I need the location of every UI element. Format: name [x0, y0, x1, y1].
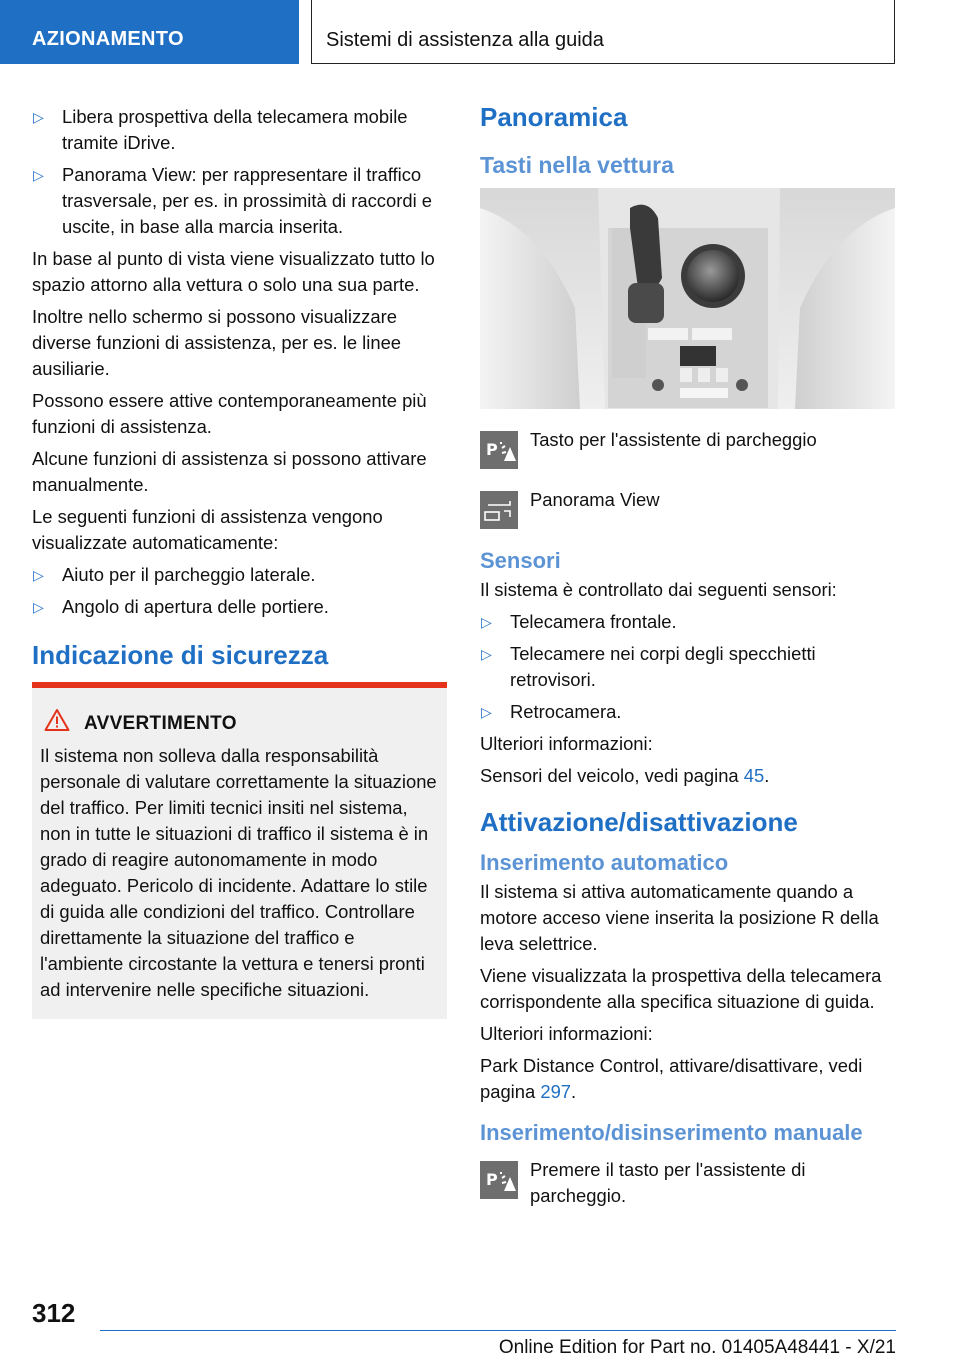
triangle-bullet-icon: ▷	[33, 567, 44, 583]
list-item: ▷ Angolo di apertura delle portiere.	[32, 594, 447, 620]
paragraph: Le seguenti funzioni di assistenza vengono visualizzate automaticamente:	[32, 506, 383, 553]
overview-heading: Panoramica	[480, 102, 628, 132]
triangle-bullet-icon: ▷	[481, 614, 492, 630]
panorama-view-row	[480, 487, 895, 527]
parking-assistant-icon	[480, 431, 518, 469]
manual-activation-text: Premere il tasto per l'assistente di parcheggio.	[530, 1159, 806, 1206]
paragraph: Il sistema si attiva automaticamente quando a motore acceso viene inserita la posizione R della leva selettrice.	[480, 881, 879, 954]
warning-body: Il sistema non solleva dalla responsabilità personale di valutare correttamente la situazione del traffico. Per limiti tecnici insiti nel sistema, non in tutte le situazioni di traffico il sistema è in grado di reagire autonomamente in modo adeguato. Pericolo di incidente. Adattare lo stile di guida alle condizioni del traffico. Controllare direttamente la situazione del traffico e l'ambiente circostante la vettura e tenersi pronti ad intervenire nelle specifiche situazioni.	[40, 745, 437, 1000]
buttons-heading: Tasti nella vettura	[480, 152, 674, 178]
parking-assistant-label: Tasto per l'assistente di parcheggio	[530, 429, 817, 450]
list-item: ▷ Libera prospettiva della telecamera mobile tramite iDrive.	[33, 106, 408, 153]
right-column	[480, 100, 895, 1229]
warning-title: AVVERTIMENTO	[84, 712, 237, 734]
page-link-297[interactable]: 297	[540, 1081, 572, 1102]
svg-text:P: P	[486, 1170, 498, 1189]
warning-box	[32, 682, 447, 1019]
paragraph: Inoltre nello schermo si possono visualizzare diverse funzioni di assistenza, per es. le linee ausiliarie.	[32, 306, 402, 379]
header-section-label: AZIONAMENTO	[32, 28, 184, 50]
list-item: ▷ Telecamere nei corpi degli specchietti retrovisori.	[481, 643, 816, 690]
sensor-reference: Sensori del veicolo, vedi pagina 45.	[480, 765, 770, 786]
header-chapter-box	[311, 0, 895, 64]
page-number: 312	[32, 1298, 76, 1328]
list-item: ▷ Retrocamera.	[480, 699, 895, 725]
sensors-heading: Sensori	[480, 548, 561, 573]
triangle-bullet-icon: ▷	[481, 704, 492, 720]
paragraph: In base al punto di vista viene visualizzato tutto lo spazio attorno alla vettura o solo una sua parte.	[32, 248, 435, 295]
parking-assistant-row	[480, 427, 895, 467]
footer-divider	[100, 1330, 896, 1331]
page-link-45[interactable]: 45	[743, 765, 765, 786]
paragraph: Alcune funzioni di assistenza si possono attivare manualmente.	[32, 448, 427, 495]
paragraph: Possono essere attive contemporaneamente più funzioni di assistenza.	[32, 390, 427, 437]
center-console-photo	[480, 188, 895, 409]
panorama-view-icon	[480, 491, 518, 529]
parking-assistant-icon	[480, 1161, 518, 1199]
svg-text:P: P	[486, 440, 498, 459]
list-item: ▷ Telecamera frontale.	[480, 609, 895, 635]
panorama-view-label: Panorama View	[530, 489, 660, 510]
manual-activation-heading: Inserimento/disinserimento manuale	[480, 1120, 863, 1145]
further-info-label: Ulteriori informazioni:	[480, 1023, 653, 1044]
sensor-list	[480, 609, 895, 725]
triangle-bullet-icon: ▷	[33, 167, 44, 183]
safety-heading: Indicazione di sicurezza	[32, 640, 329, 670]
list-item: ▷ Aiuto per il parcheggio laterale.	[32, 562, 447, 588]
bullet-list-top	[32, 104, 447, 240]
footer-edition: Online Edition for Part no. 01405A48441 - X/21	[498, 1337, 896, 1358]
triangle-bullet-icon: ▷	[33, 109, 44, 125]
manual-activation-row	[480, 1157, 895, 1209]
header-section-tab	[0, 0, 299, 64]
left-column	[32, 104, 447, 1019]
sensors-intro: Il sistema è controllato dai seguenti sensori:	[480, 579, 837, 600]
further-info-label: Ulteriori informazioni:	[480, 733, 653, 754]
paragraph: Viene visualizzata la prospettiva della telecamera corrispondente alla specifica situazione di guida.	[480, 965, 882, 1012]
pdc-reference: Park Distance Control, attivare/disattivare, vedi pagina 297.	[480, 1055, 863, 1102]
warning-triangle-icon	[44, 708, 70, 739]
activation-heading: Attivazione/disattivazione	[480, 807, 798, 837]
triangle-bullet-icon: ▷	[33, 599, 44, 615]
list-item: ▷ Panorama View: per rappresentare il traffico trasversale, per es. in prossimità di raccordi e uscite, in base alla marcia inserita.	[33, 164, 432, 237]
bullet-list-auto	[32, 562, 447, 620]
header-chapter-label: Sistemi di assistenza alla guida	[326, 29, 604, 51]
triangle-bullet-icon: ▷	[481, 646, 492, 662]
auto-activation-heading: Inserimento automatico	[480, 850, 729, 875]
